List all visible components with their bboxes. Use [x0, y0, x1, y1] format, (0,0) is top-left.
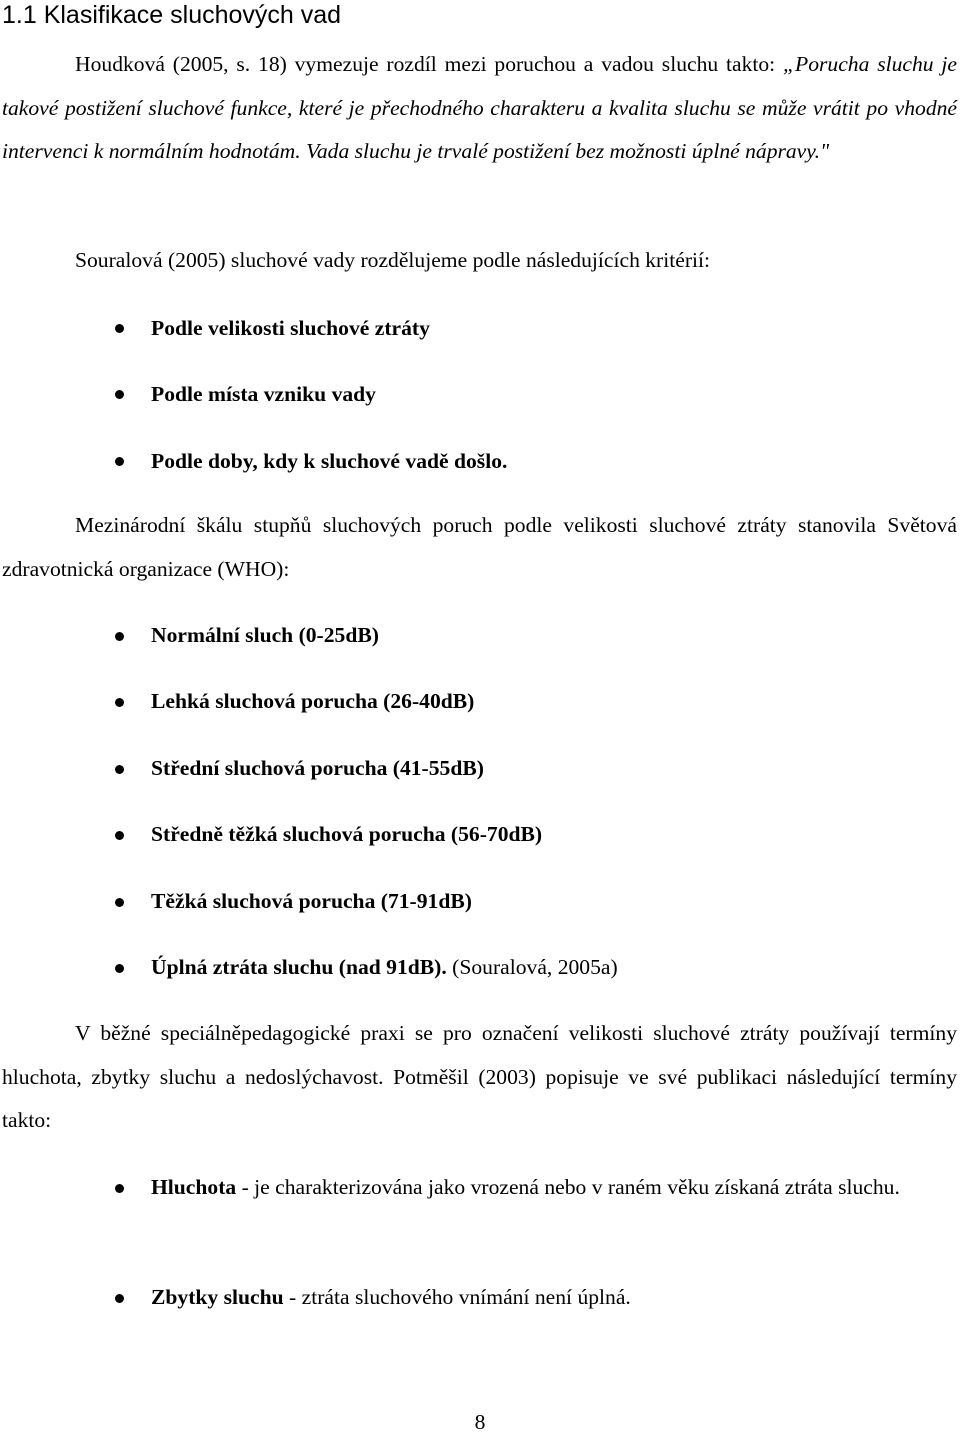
- who-scale-item-label: Úplná ztráta sluchu (nad 91dB).: [151, 955, 447, 979]
- paragraph-criteria-intro: Souralová (2005) sluchové vady rozdělujeme podle následujících kritérií:: [75, 248, 711, 272]
- term-name: Zbytky sluchu: [151, 1285, 284, 1309]
- bullet-icon: [115, 632, 124, 641]
- term-definition: - je charakterizována jako vrozená nebo v raném věku získaná ztráta sluchu.: [236, 1175, 900, 1199]
- paragraph-definition-intro: Houdková (2005, s. 18) vymezuje rozdíl mezi poruchou a vadou sluchu takto:: [75, 52, 783, 76]
- bullet-icon: [115, 898, 124, 907]
- term-item: [151, 1276, 957, 1320]
- bullet-icon: [115, 1184, 124, 1193]
- definition-quote: „Porucha sluchu je takové postižení sluchové funkce, které je přechodného charakteru a kvalita sluchu se může vrátit po vhodné intervenci k normálním hodnotám. Vada sluchu je trvalé postižení bez možnosti úplné nápravy.": [2, 52, 957, 163]
- page-number: 8: [474, 1410, 486, 1434]
- who-scale-item: Střední sluchová porucha (41-55dB): [151, 756, 484, 780]
- bullet-icon: [115, 390, 124, 399]
- who-scale-item: Středně těžká sluchová porucha (56-70dB): [151, 822, 543, 846]
- criteria-item: Podle místa vzniku vady: [151, 382, 376, 406]
- who-scale-citation: (Souralová, 2005a): [446, 955, 618, 979]
- bullet-icon: [115, 324, 124, 333]
- bullet-icon: [115, 964, 124, 973]
- bullet-icon: [115, 765, 124, 774]
- term-name: Hluchota: [151, 1175, 237, 1199]
- paragraph-who-intro: Mezinárodní škálu stupňů sluchových poruch podle velikosti sluchové ztráty stanovila Světová zdravotnická organizace (WHO):: [2, 513, 957, 581]
- who-scale-item: Těžká sluchová porucha (71-91dB): [151, 889, 472, 913]
- who-scale-item: Lehká sluchová porucha (26-40dB): [151, 689, 475, 713]
- criteria-item: Podle velikosti sluchové ztráty: [151, 316, 430, 340]
- term-item: [151, 1166, 957, 1210]
- who-scale-item: [151, 946, 957, 990]
- term-definition: - ztráta sluchového vnímání není úplná.: [283, 1285, 631, 1309]
- bullet-icon: [115, 1294, 124, 1303]
- who-scale-item: Normální sluch (0-25dB): [151, 623, 379, 647]
- section-heading: 1.1 Klasifikace sluchových vad: [2, 1, 342, 29]
- paragraph-definition: [2, 43, 957, 174]
- criteria-item: Podle doby, kdy k sluchové vadě došlo.: [151, 449, 508, 473]
- paragraph-terms-intro: V běžné speciálněpedagogické praxi se pro označení velikosti sluchové ztráty používají termíny hluchota, zbytky sluchu a nedoslýchavost. Potměšil (2003) popisuje ve své publikaci následující termíny takto:: [2, 1021, 957, 1132]
- bullet-icon: [115, 831, 124, 840]
- bullet-icon: [115, 457, 124, 466]
- bullet-icon: [115, 698, 124, 707]
